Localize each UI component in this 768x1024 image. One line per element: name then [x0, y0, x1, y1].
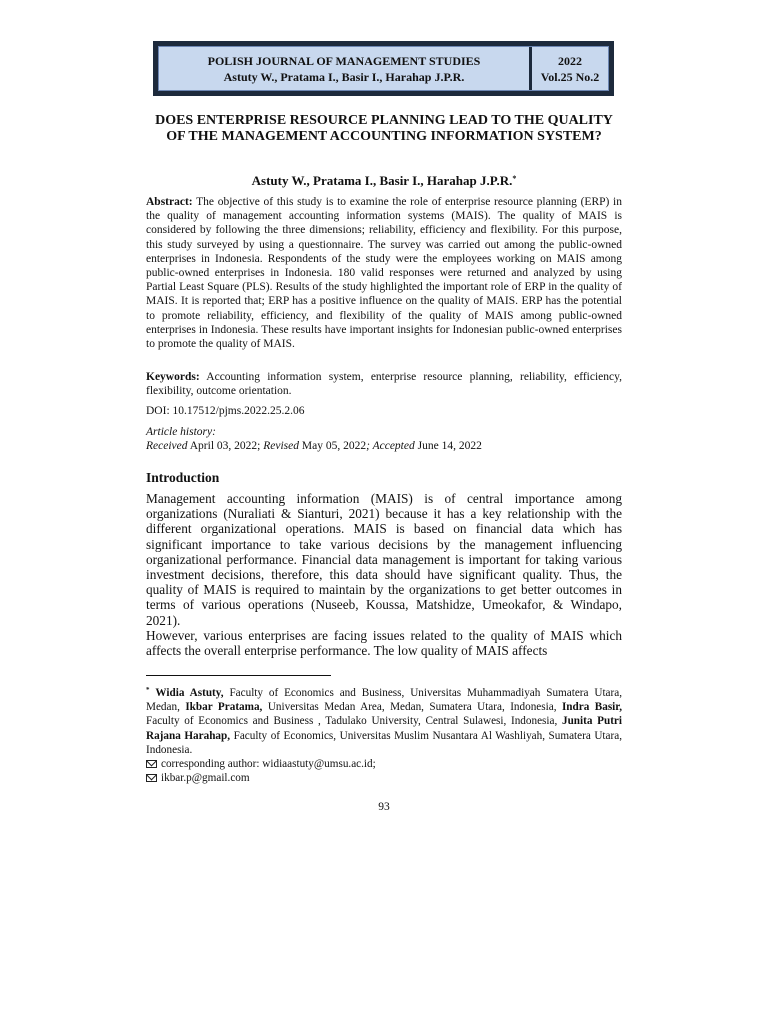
- abstract: [146, 195, 622, 351]
- journal-name: POLISH JOURNAL OF MANAGEMENT STUDIES: [207, 53, 481, 68]
- received-date: April 03, 2022;: [189, 440, 261, 453]
- paper-authors: [146, 171, 622, 189]
- history-label: Article history:: [146, 426, 216, 438]
- revised-date: May 05, 2022: [301, 440, 367, 453]
- footnote-author-3: Indra Basir,: [561, 701, 623, 714]
- section-heading-introduction: Introduction: [146, 470, 220, 485]
- footnote-author-2: Ikbar Pratama,: [185, 701, 263, 714]
- journal-header: [153, 41, 614, 96]
- footnote-affiliations: [146, 683, 622, 757]
- journal-header-right: [532, 47, 608, 90]
- running-authors: Astuty W., Pratama I., Basir I., Harahap J.P.R.: [223, 69, 465, 84]
- keywords: [146, 370, 622, 398]
- footnote-affiliation-1: Faculty of Economics and Business, Universitas Muhammadiyah Sumatera Utara, Medan,: [146, 687, 623, 714]
- authors-footnote-mark: *: [512, 174, 517, 183]
- introduction-body: [146, 491, 622, 658]
- journal-header-left: [159, 47, 532, 90]
- journal-year: 2022: [558, 53, 582, 68]
- introduction-paragraph-2: However, various enterprises are facing issues related to the quality of MAIS which affects the overall enterprise performance. The low quality of MAIS affects: [146, 627, 622, 659]
- doi: DOI: 10.17512/pjms.2022.25.2.06: [146, 405, 305, 417]
- introduction-paragraph-1: Management accounting information (MAIS) is of central importance among organizations (Nuraliati & Sianturi, 2021) because it has a key relationship with the different organizational operations. MAIS is based on financial data which has significant importance to take various decisions by the management influencing organizational performance. Financial data management is important for taking various investment decisions, therefore, this data should have significant quality. Thus, the quality of MAIS is required to maintain by the organizations to get better outcomes in terms of various operations (Nuseeb, Koussa, Matshidze, Umeokafor, & Windapo, 2021).: [146, 491, 622, 628]
- article-history: [146, 425, 622, 453]
- author-footnote: [146, 683, 622, 785]
- email-secondary[interactable]: ikbar.p@gmail.com: [161, 772, 250, 785]
- abstract-label: Abstract:: [146, 196, 193, 208]
- footnote-affiliation-4: Faculty of Economics, Universitas Muslim Nusantara Al Washliyah, Sumatera Utara, Indonesia.: [146, 729, 622, 756]
- footnote-divider: [146, 675, 331, 676]
- journal-header-inner: [158, 46, 609, 91]
- paper-title: DOES ENTERPRISE RESOURCE PLANNING LEAD TO THE QUALITY OF THE MANAGEMENT ACCOUNTING INFORMATION SYSTEM?: [155, 113, 613, 144]
- accepted-date: June 14, 2022: [417, 440, 482, 453]
- footnote-author-1: Widia Astuty,: [155, 687, 224, 699]
- footnote-affiliation-3: Faculty of Economics and Business , Tadulako University, Central Sulawesi, Indonesia,: [146, 715, 558, 728]
- keywords-label: Keywords:: [146, 371, 200, 383]
- keywords-text: Accounting information system, enterprise resource planning, reliability, efficiency, flexibility, outcome orientation.: [146, 371, 622, 398]
- accepted-label: ; Accepted: [366, 440, 415, 453]
- footnote-affiliation-2: Universitas Medan Area, Medan, Sumatera Utara, Indonesia,: [267, 701, 557, 714]
- abstract-text: The objective of this study is to examine the role of enterprise resource planning (ERP) in the quality of management accounting information systems (MAIS). The quality of MAIS is considered by following the three dimensions; reliability, efficiency and flexibility. For this purpose, this study surveyed by using a questionnaire. The survey was carried out among the public-owned enterprises in Indonesia. Respondents of the study were the employees working on MAIS among public-owned enterprises in Indonesia. 180 valid responses were returned and analyzed by using Partial Least Square (PLS). Results of the study highlighted the important role of ERP in the quality of MAIS. It is reported that; ERP has a positive influence on the quality of MAIS. ERP has the potential to promote reliability, efficiency, and flexibility of the quality of MAIS among public-owned enterprises in Indonesia. These results have important insights for Indonesian public-owned enterprises to promote the quality of MAIS.: [146, 196, 622, 351]
- received-label: Received: [146, 440, 188, 453]
- revised-label: Revised: [263, 440, 299, 453]
- footnote-mark: *: [146, 686, 150, 694]
- email-line-2: [146, 771, 622, 785]
- envelope-icon: [146, 774, 157, 782]
- journal-volume: Vol.25 No.2: [540, 69, 600, 84]
- authors-text: Astuty W., Pratama I., Basir I., Harahap J.P.R.: [251, 173, 513, 188]
- email-line-1: [146, 757, 622, 771]
- footnote-author-4: Junita Putri Rajana Harahap,: [146, 715, 623, 742]
- email-corresponding[interactable]: corresponding author: widiaastuty@umsu.ac.id;: [161, 758, 376, 771]
- page-number: 93: [378, 801, 390, 813]
- envelope-icon: [146, 760, 157, 768]
